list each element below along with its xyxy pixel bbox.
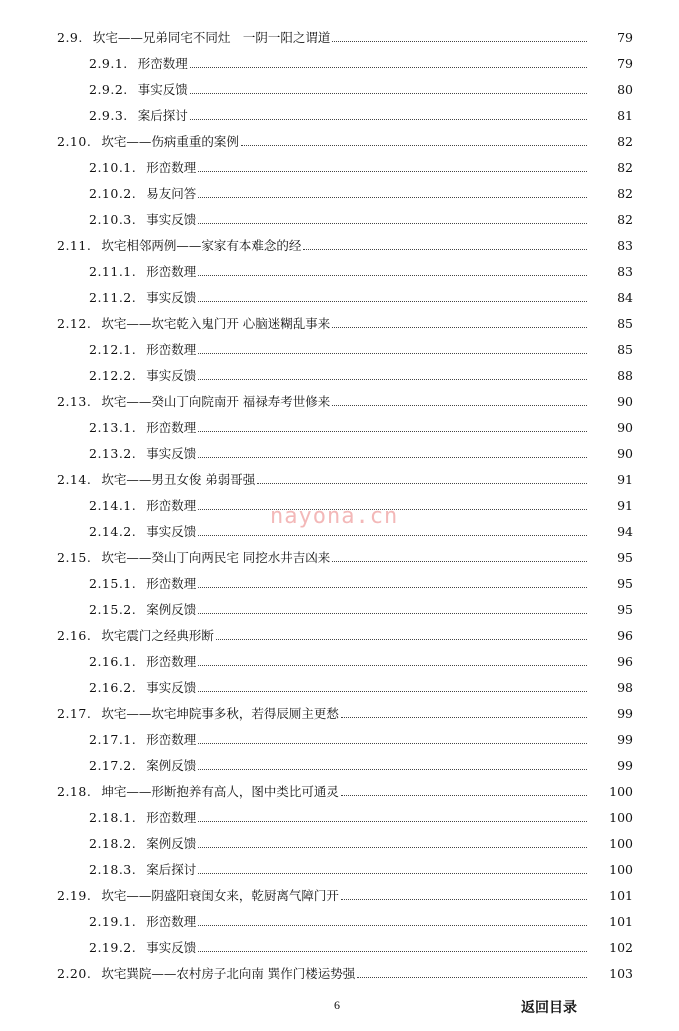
toc-section-entry[interactable] <box>0 232 679 258</box>
toc-section-entry[interactable] <box>0 388 679 414</box>
toc-subsection-entry[interactable] <box>0 596 679 622</box>
toc-subsection-entry[interactable] <box>0 518 679 544</box>
toc-entry-page: 79 <box>617 29 633 45</box>
toc-entry-number: 2.18.3. <box>89 861 137 877</box>
toc-entry-title: 坎宅——坎宅坤院事多秋，若得辰厕主更愁 <box>101 706 339 721</box>
toc-dot-leader <box>198 171 587 172</box>
toc-entry-title: 案例反馈 <box>146 758 197 773</box>
toc-dot-leader <box>198 535 587 536</box>
toc-entry-title: 事实反馈 <box>146 290 197 305</box>
toc-entry-title: 形峦数理 <box>146 498 197 513</box>
toc-entry-number: 2.9.1. <box>89 55 128 71</box>
toc-dot-leader <box>341 899 587 900</box>
toc-dot-leader <box>198 301 587 302</box>
toc-entry-number: 2.9.3. <box>89 107 128 123</box>
toc-entry-number: 2.11.2. <box>89 289 137 305</box>
toc-dot-leader <box>198 821 587 822</box>
toc-entry-number: 2.13.2. <box>89 445 137 461</box>
toc-entry-number: 2.11.1. <box>89 263 137 279</box>
toc-entry-page: 82 <box>617 211 633 227</box>
toc-entry-title: 案例反馈 <box>146 602 197 617</box>
toc-dot-leader <box>198 925 587 926</box>
toc-entry-title: 事实反馈 <box>146 212 197 227</box>
toc-entry-number: 2.14.2. <box>89 523 137 539</box>
toc-entry-number: 2.13.1. <box>89 419 137 435</box>
toc-section-entry[interactable] <box>0 310 679 336</box>
toc-dot-leader <box>198 691 587 692</box>
toc-entry-number: 2.20. <box>57 965 92 981</box>
toc-dot-leader <box>332 561 587 562</box>
toc-entry-title: 坎宅——阴盛阳衰闺女来，乾厨离气障门开 <box>101 888 339 903</box>
toc-entry-page: 99 <box>617 757 633 773</box>
toc-entry-page: 83 <box>617 263 633 279</box>
toc-entry-number: 2.18. <box>57 783 92 799</box>
toc-dot-leader <box>198 847 587 848</box>
toc-entry-page: 79 <box>617 55 633 71</box>
toc-subsection-entry[interactable] <box>0 50 679 76</box>
toc-entry-number: 2.10.3. <box>89 211 137 227</box>
toc-entry-title: 形峦数理 <box>146 914 197 929</box>
toc-entry-title: 坎宅——男丑女俊 弟弱哥强 <box>101 472 256 487</box>
toc-entry-page: 98 <box>617 679 633 695</box>
toc-entry-number: 2.9. <box>57 29 83 45</box>
toc-subsection-entry[interactable] <box>0 908 679 934</box>
toc-entry-title: 形峦数理 <box>137 56 188 71</box>
toc-entry-title: 坤宅——形断抱养有高人，图中类比可通灵 <box>101 784 339 799</box>
toc-entry-number: 2.15.1. <box>89 575 137 591</box>
toc-entry-title: 事实反馈 <box>146 368 197 383</box>
toc-entry-page: 96 <box>617 627 633 643</box>
toc-section-entry[interactable] <box>0 882 679 908</box>
toc-entry-number: 2.14. <box>57 471 92 487</box>
toc-section-entry[interactable] <box>0 466 679 492</box>
toc-entry-title: 案后探讨 <box>146 862 197 877</box>
toc-subsection-entry[interactable] <box>0 362 679 388</box>
toc-entry-number: 2.18.2. <box>89 835 137 851</box>
toc-entry-page: 101 <box>609 913 633 929</box>
toc-entry-page: 82 <box>617 133 633 149</box>
toc-entry-title: 事实反馈 <box>146 680 197 695</box>
toc-entry-title: 坎宅——癸山丁向两民宅 同挖水井吉凶来 <box>101 550 331 565</box>
toc-entry-title: 事实反馈 <box>146 524 197 539</box>
toc-entry-number: 2.17. <box>57 705 92 721</box>
toc-dot-leader <box>198 431 587 432</box>
toc-entry-page: 84 <box>617 289 633 305</box>
toc-dot-leader <box>198 509 587 510</box>
toc-subsection-entry[interactable] <box>0 570 679 596</box>
toc-entry-number: 2.16. <box>57 627 92 643</box>
toc-dot-leader <box>198 275 587 276</box>
toc-entry-page: 90 <box>617 393 633 409</box>
toc-entry-title: 形峦数理 <box>146 576 197 591</box>
toc-dot-leader <box>198 197 587 198</box>
toc-entry-title: 形峦数理 <box>146 420 197 435</box>
toc-subsection-entry[interactable] <box>0 336 679 362</box>
toc-dot-leader <box>198 613 587 614</box>
toc-entry-title: 形峦数理 <box>146 342 197 357</box>
toc-entry-page: 85 <box>617 315 633 331</box>
back-to-contents-link[interactable]: 返回目录 <box>521 1000 577 1016</box>
toc-entry-title: 案例反馈 <box>146 836 197 851</box>
toc-entry-number: 2.10. <box>57 133 92 149</box>
toc-subsection-entry[interactable] <box>0 154 679 180</box>
toc-entry-number: 2.13. <box>57 393 92 409</box>
toc-section-entry[interactable] <box>0 544 679 570</box>
toc-entry-page: 99 <box>617 731 633 747</box>
toc-subsection-entry[interactable] <box>0 674 679 700</box>
toc-entry-number: 2.16.1. <box>89 653 137 669</box>
toc-entry-page: 82 <box>617 185 633 201</box>
toc-entry-number: 2.12.2. <box>89 367 137 383</box>
toc-entry-page: 88 <box>617 367 633 383</box>
toc-entry-title: 坎宅相邻两例——家家有本难念的经 <box>101 238 302 253</box>
toc-entry-page: 101 <box>609 887 633 903</box>
table-of-contents <box>0 24 679 986</box>
toc-dot-leader <box>198 769 587 770</box>
toc-dot-leader <box>216 639 587 640</box>
toc-entry-page: 91 <box>617 471 633 487</box>
toc-entry-page: 103 <box>609 965 633 981</box>
toc-entry-page: 83 <box>617 237 633 253</box>
toc-entry-title: 形峦数理 <box>146 264 197 279</box>
toc-entry-number: 2.15. <box>57 549 92 565</box>
toc-subsection-entry[interactable] <box>0 648 679 674</box>
toc-entry-title: 事实反馈 <box>137 82 188 97</box>
toc-dot-leader <box>190 67 587 68</box>
toc-entry-page: 95 <box>617 575 633 591</box>
toc-entry-page: 102 <box>609 939 633 955</box>
toc-entry-number: 2.16.2. <box>89 679 137 695</box>
toc-entry-number: 2.19.2. <box>89 939 137 955</box>
toc-entry-page: 90 <box>617 419 633 435</box>
toc-entry-number: 2.10.1. <box>89 159 137 175</box>
toc-subsection-entry[interactable] <box>0 102 679 128</box>
watermark: nayona.cn <box>270 504 399 529</box>
toc-dot-leader <box>190 93 587 94</box>
toc-entry-page: 91 <box>617 497 633 513</box>
toc-subsection-entry[interactable] <box>0 804 679 830</box>
toc-entry-page: 94 <box>617 523 633 539</box>
toc-entry-number: 2.14.1. <box>89 497 137 513</box>
toc-entry-page: 82 <box>617 159 633 175</box>
toc-dot-leader <box>332 327 587 328</box>
toc-entry-page: 95 <box>617 549 633 565</box>
toc-subsection-entry[interactable] <box>0 830 679 856</box>
toc-entry-title: 案后探讨 <box>137 108 188 123</box>
toc-entry-number: 2.18.1. <box>89 809 137 825</box>
toc-dot-leader <box>341 795 587 796</box>
toc-entry-title: 坎宅——癸山丁向院南开 福禄寿考世修来 <box>101 394 331 409</box>
toc-section-entry[interactable] <box>0 778 679 804</box>
toc-entry-title: 事实反馈 <box>146 446 197 461</box>
toc-dot-leader <box>332 41 587 42</box>
toc-dot-leader <box>198 743 587 744</box>
toc-dot-leader <box>241 145 587 146</box>
toc-dot-leader <box>332 405 587 406</box>
toc-subsection-entry[interactable] <box>0 752 679 778</box>
toc-subsection-entry[interactable] <box>0 180 679 206</box>
toc-subsection-entry[interactable] <box>0 440 679 466</box>
toc-dot-leader <box>257 483 587 484</box>
toc-entry-page: 90 <box>617 445 633 461</box>
toc-dot-leader <box>198 457 587 458</box>
toc-entry-number: 2.17.2. <box>89 757 137 773</box>
toc-subsection-entry[interactable] <box>0 258 679 284</box>
toc-entry-number: 2.11. <box>57 237 92 253</box>
toc-entry-title: 形峦数理 <box>146 654 197 669</box>
toc-dot-leader <box>341 717 587 718</box>
toc-entry-title: 形峦数理 <box>146 160 197 175</box>
toc-entry-page: 100 <box>609 835 633 851</box>
toc-subsection-entry[interactable] <box>0 206 679 232</box>
toc-subsection-entry[interactable] <box>0 492 679 518</box>
toc-section-entry[interactable] <box>0 24 679 50</box>
toc-section-entry[interactable] <box>0 622 679 648</box>
toc-entry-page: 80 <box>617 81 633 97</box>
toc-entry-page: 85 <box>617 341 633 357</box>
toc-subsection-entry[interactable] <box>0 934 679 960</box>
toc-entry-number: 2.17.1. <box>89 731 137 747</box>
toc-entry-title: 坎宅——兄弟同宅不同灶 一阴一阳之谓道 <box>92 30 331 45</box>
toc-section-entry[interactable] <box>0 700 679 726</box>
toc-dot-leader <box>357 977 587 978</box>
toc-subsection-entry[interactable] <box>0 284 679 310</box>
toc-dot-leader <box>198 873 587 874</box>
toc-entry-number: 2.19. <box>57 887 92 903</box>
toc-entry-page: 96 <box>617 653 633 669</box>
toc-entry-page: 99 <box>617 705 633 721</box>
page-number: 6 <box>334 998 340 1012</box>
toc-entry-title: 坎宅巽院——农村房子北向南 巽作门楼运势强 <box>101 966 356 981</box>
toc-dot-leader <box>198 223 587 224</box>
toc-entry-number: 2.9.2. <box>89 81 128 97</box>
toc-subsection-entry[interactable] <box>0 414 679 440</box>
toc-entry-number: 2.12. <box>57 315 92 331</box>
toc-section-entry[interactable] <box>0 128 679 154</box>
toc-entry-title: 坎宅震门之经典形断 <box>101 628 214 643</box>
toc-entry-number: 2.15.2. <box>89 601 137 617</box>
toc-entry-number: 2.10.2. <box>89 185 137 201</box>
toc-entry-title: 坎宅——伤病重重的案例 <box>101 134 239 149</box>
toc-entry-title: 形峦数理 <box>146 732 197 747</box>
toc-dot-leader <box>303 249 587 250</box>
toc-entry-number: 2.19.1. <box>89 913 137 929</box>
toc-subsection-entry[interactable] <box>0 856 679 882</box>
toc-section-entry[interactable] <box>0 960 679 986</box>
toc-subsection-entry[interactable] <box>0 76 679 102</box>
toc-entry-page: 95 <box>617 601 633 617</box>
toc-entry-page: 100 <box>609 783 633 799</box>
toc-subsection-entry[interactable] <box>0 726 679 752</box>
toc-entry-title: 易友问答 <box>146 186 197 201</box>
toc-dot-leader <box>198 665 587 666</box>
toc-dot-leader <box>198 353 587 354</box>
toc-dot-leader <box>198 379 587 380</box>
toc-entry-title: 形峦数理 <box>146 810 197 825</box>
toc-entry-title: 坎宅——坎宅乾入鬼门开 心脑迷糊乱事来 <box>101 316 331 331</box>
toc-entry-page: 81 <box>617 107 633 123</box>
toc-entry-number: 2.12.1. <box>89 341 137 357</box>
toc-dot-leader <box>198 951 587 952</box>
toc-entry-title: 事实反馈 <box>146 940 197 955</box>
toc-dot-leader <box>198 587 587 588</box>
toc-entry-page: 100 <box>609 861 633 877</box>
toc-dot-leader <box>190 119 587 120</box>
toc-entry-page: 100 <box>609 809 633 825</box>
